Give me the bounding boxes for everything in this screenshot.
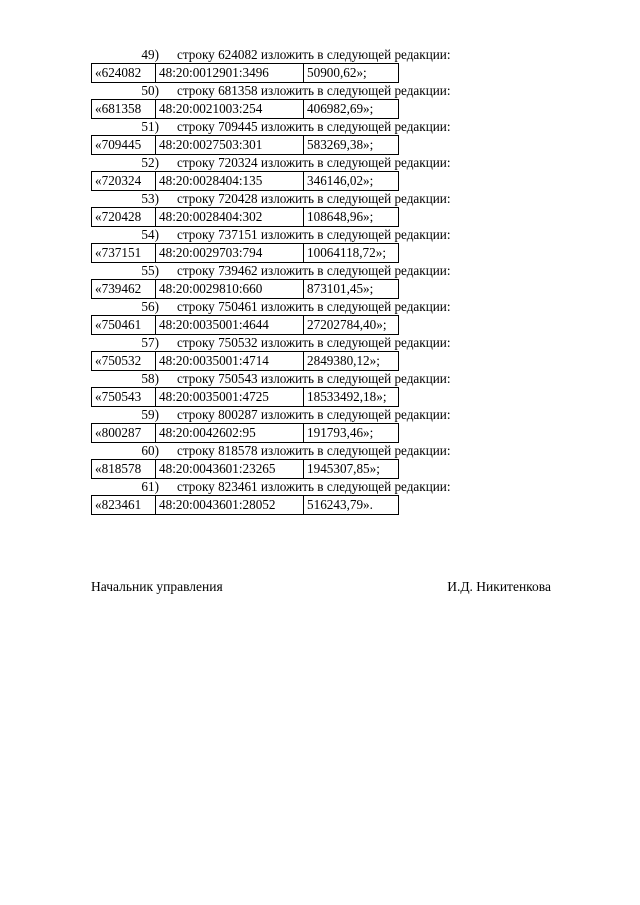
value-cell: 27202784,40»; — [307, 317, 387, 332]
row-id-cell: «624082 — [92, 64, 156, 82]
amendment-entry — [91, 46, 511, 82]
value-cell: 108648,96»; — [307, 209, 374, 224]
table-row — [91, 387, 399, 407]
instruction-text: строку 737151 изложить в следующей редакции: — [177, 227, 451, 242]
table-row — [91, 279, 399, 299]
cadastral-number-cell: 48:20:0035001:4644 — [156, 316, 304, 334]
item-number: 57) — [141, 335, 159, 350]
value-cell: 10064118,72»; — [307, 245, 387, 260]
amendment-entry — [91, 82, 511, 118]
amendment-instruction — [91, 46, 511, 63]
row-id-cell: «681358 — [92, 100, 156, 118]
signatory-name: И.Д. Никитенкова — [447, 579, 551, 594]
row-id-cell: «823461 — [92, 496, 156, 514]
amendment-entry — [91, 190, 511, 226]
amendments-list — [91, 46, 511, 514]
row-id-cell: «750532 — [92, 352, 156, 370]
table-row — [91, 99, 399, 119]
amendment-instruction — [91, 154, 511, 171]
item-number: 60) — [141, 443, 159, 458]
item-number: 56) — [141, 299, 159, 314]
value-cell: 2849380,12»; — [307, 353, 380, 368]
cadastral-number-cell: 48:20:0043601:23265 — [156, 460, 304, 478]
cadastral-number-cell: 48:20:0042602:95 — [156, 424, 304, 442]
amendment-entry — [91, 478, 511, 514]
table-row — [91, 63, 399, 83]
cadastral-number-cell: 48:20:0021003:254 — [156, 100, 304, 118]
cadastral-number-cell: 48:20:0035001:4714 — [156, 352, 304, 370]
item-number: 52) — [141, 155, 159, 170]
amendment-instruction — [91, 478, 511, 495]
amendment-instruction — [91, 442, 511, 459]
amendment-entry — [91, 262, 511, 298]
item-number: 50) — [141, 83, 159, 98]
amendment-instruction — [91, 82, 511, 99]
row-id-cell: «720428 — [92, 208, 156, 226]
cadastral-number-cell: 48:20:0027503:301 — [156, 136, 304, 154]
row-id-cell: «739462 — [92, 280, 156, 298]
amendment-entry — [91, 298, 511, 334]
row-id-cell: «818578 — [92, 460, 156, 478]
table-row — [91, 135, 399, 155]
instruction-text: строку 823461 изложить в следующей редакции: — [177, 479, 451, 494]
row-id-cell: «720324 — [92, 172, 156, 190]
signatory-position: Начальник управления — [91, 579, 223, 594]
instruction-text: строку 750461 изложить в следующей редакции: — [177, 299, 451, 314]
cadastral-number-cell: 48:20:0028404:302 — [156, 208, 304, 226]
cadastral-number-cell: 48:20:0028404:135 — [156, 172, 304, 190]
instruction-text: строку 750543 изложить в следующей редакции: — [177, 371, 451, 386]
table-row — [91, 171, 399, 191]
amendment-entry — [91, 442, 511, 478]
item-number: 53) — [141, 191, 159, 206]
value-cell: 583269,38»; — [307, 137, 374, 152]
item-number: 55) — [141, 263, 159, 278]
amendment-entry — [91, 334, 511, 370]
instruction-text: строку 800287 изложить в следующей редакции: — [177, 407, 451, 422]
amendment-instruction — [91, 118, 511, 135]
cadastral-number-cell: 48:20:0012901:3496 — [156, 64, 304, 82]
table-row — [91, 423, 399, 443]
amendment-instruction — [91, 298, 511, 315]
value-cell: 1945307,85»; — [307, 461, 380, 476]
instruction-text: строку 720428 изложить в следующей редакции: — [177, 191, 451, 206]
amendment-instruction — [91, 334, 511, 351]
instruction-text: строку 709445 изложить в следующей редакции: — [177, 119, 451, 134]
value-cell: 191793,46»; — [307, 425, 374, 440]
amendment-entry — [91, 118, 511, 154]
instruction-text: строку 720324 изложить в следующей редакции: — [177, 155, 451, 170]
row-id-cell: «750461 — [92, 316, 156, 334]
amendment-instruction — [91, 370, 511, 387]
table-row — [91, 243, 399, 263]
amendment-instruction — [91, 406, 511, 423]
amendment-instruction — [91, 190, 511, 207]
amendment-entry — [91, 406, 511, 442]
value-cell: 516243,79». — [307, 497, 373, 512]
value-cell: 18533492,18»; — [307, 389, 387, 404]
row-id-cell: «737151 — [92, 244, 156, 262]
table-row — [91, 459, 399, 479]
item-number: 61) — [141, 479, 159, 494]
item-number: 54) — [141, 227, 159, 242]
item-number: 49) — [141, 47, 159, 62]
cadastral-number-cell: 48:20:0029810:660 — [156, 280, 304, 298]
row-id-cell: «750543 — [92, 388, 156, 406]
cadastral-number-cell: 48:20:0035001:4725 — [156, 388, 304, 406]
amendment-instruction — [91, 226, 511, 243]
row-id-cell: «800287 — [92, 424, 156, 442]
instruction-text: строку 681358 изложить в следующей редакции: — [177, 83, 451, 98]
table-row — [91, 207, 399, 227]
value-cell: 50900,62»; — [307, 65, 367, 80]
table-row — [91, 495, 399, 515]
cadastral-number-cell: 48:20:0043601:28052 — [156, 496, 304, 514]
amendment-instruction — [91, 262, 511, 279]
cadastral-number-cell: 48:20:0029703:794 — [156, 244, 304, 262]
item-number: 58) — [141, 371, 159, 386]
instruction-text: строку 739462 изложить в следующей редакции: — [177, 263, 451, 278]
table-row — [91, 351, 399, 371]
item-number: 51) — [141, 119, 159, 134]
value-cell: 406982,69»; — [307, 101, 374, 116]
amendment-entry — [91, 154, 511, 190]
instruction-text: строку 624082 изложить в следующей редакции: — [177, 47, 451, 62]
item-number: 59) — [141, 407, 159, 422]
instruction-text: строку 750532 изложить в следующей редакции: — [177, 335, 451, 350]
amendment-entry — [91, 370, 511, 406]
value-cell: 873101,45»; — [307, 281, 374, 296]
value-cell: 346146,02»; — [307, 173, 374, 188]
table-row — [91, 315, 399, 335]
instruction-text: строку 818578 изложить в следующей редакции: — [177, 443, 451, 458]
row-id-cell: «709445 — [92, 136, 156, 154]
amendment-entry — [91, 226, 511, 262]
